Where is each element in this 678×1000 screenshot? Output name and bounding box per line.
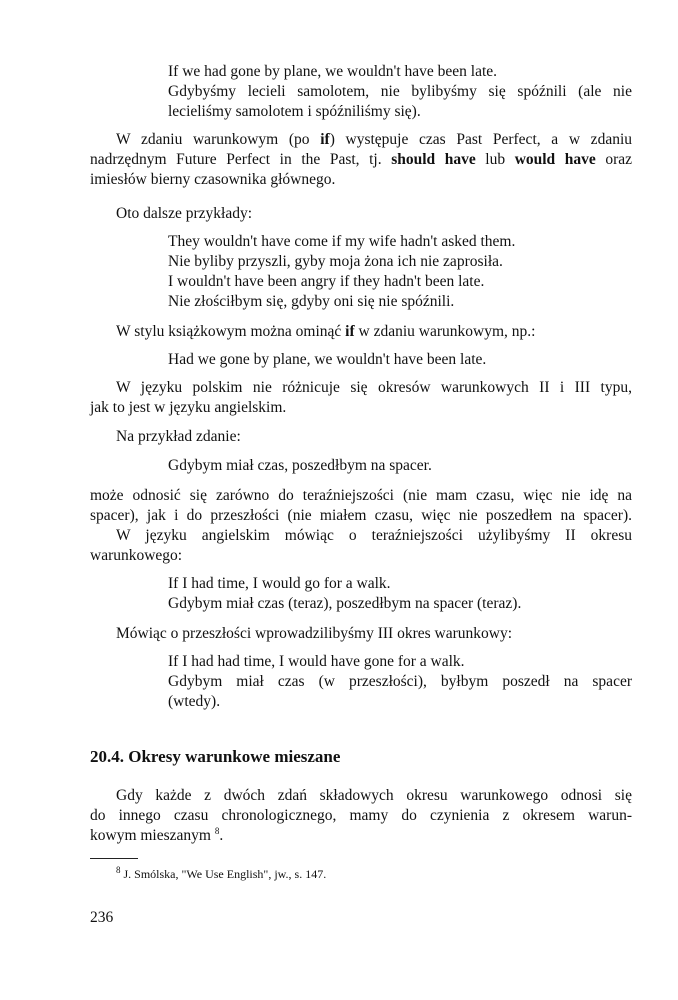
- paragraph-line: Na przykład zdanie:: [116, 428, 241, 445]
- paragraph-line: Mówiąc o przeszłości wprowadzilibyśmy III okres warunkowy:: [116, 625, 513, 642]
- example-line-en: If I had time, I would go for a walk.: [168, 575, 391, 592]
- paragraph-line: W języku polskim nie różnicuje się okresów warunkowych II i III typu,: [116, 379, 632, 396]
- example-line-pl: Gdybyśmy lecieli samolotem, nie bylibyśmy się spóźnili (ale nie: [168, 83, 632, 100]
- footnote-reference: 8: [214, 825, 220, 836]
- paragraph-line: warunkowego:: [90, 547, 183, 564]
- footnote: $^8$ J. Smólska, "We Use English", jw., s. 147.: [116, 865, 327, 881]
- example-line-pl: Gdybym miał czas, poszedłbym na spacer.: [168, 457, 432, 474]
- paragraph-line: W stylu książkowym można ominąć if w zdaniu warunkowym, np.:: [116, 323, 536, 340]
- paragraph-line: jak to jest w języku angielskim.: [90, 399, 287, 416]
- footnote-marker: 8: [116, 865, 121, 875]
- example-line-pl: Nie byliby przyszli, gyby moja żona ich nie zaprosiła.: [168, 253, 503, 270]
- paragraph-line: Gdy każde z dwóch zdań składowych okresu warunkowego odnosi się: [116, 787, 632, 804]
- example-line-en: If I had had time, I would have gone for a walk.: [168, 653, 465, 670]
- paragraph-line: W zdaniu warunkowym (po if) występuje czas Past Perfect, a w zdaniu: [116, 131, 633, 148]
- example-line-pl: (wtedy).: [168, 693, 221, 710]
- paragraph-line: Oto dalsze przykłady:: [116, 205, 253, 222]
- example-line-pl: Gdybym miał czas (teraz), poszedłbym na spacer (teraz).: [168, 595, 522, 612]
- paragraph-line: spacer), jak i do przeszłości (nie miałem czasu, więc nie poszedłem na spacer).: [90, 507, 632, 524]
- paragraph-line: W języku angielskim mówiąc o teraźniejszości użylibyśmy II okresu: [116, 527, 632, 544]
- example-line-pl: Gdybym miał czas (w przeszłości), byłbym poszedł na spacer: [168, 673, 632, 690]
- paragraph-line: może odnosić się zarówno do teraźniejszości (nie mam czasu, więc nie idę na: [90, 487, 632, 504]
- paragraph-line: do innego czasu chronologicznego, mamy do czynienia z okresem warun-: [90, 807, 632, 824]
- example-line-en: Had we gone by plane, we wouldn't have been late.: [168, 351, 487, 368]
- paragraph-line: kowym mieszanym $^8$.: [90, 825, 224, 844]
- page-number: 236: [90, 909, 114, 926]
- example-line-en: If we had gone by plane, we wouldn't have been late.: [168, 63, 498, 80]
- section-heading: 20.4. Okresy warunkowe mieszane: [90, 747, 341, 766]
- example-line-en: I wouldn't have been angry if they hadn't been late.: [168, 273, 485, 290]
- paragraph-line: nadrzędnym Future Perfect in the Past, tj. should have lub would have oraz: [90, 151, 633, 168]
- example-line-pl: Nie złościłbym się, gdyby oni się nie spóźnili.: [168, 293, 455, 310]
- example-line-pl: lecieliśmy samolotem i spóźniliśmy się).: [168, 103, 421, 120]
- example-line-en: They wouldn't have come if my wife hadn't asked them.: [168, 233, 516, 250]
- footnote-divider: [90, 858, 138, 859]
- paragraph-line: imiesłów bierny czasownika głównego.: [90, 171, 336, 188]
